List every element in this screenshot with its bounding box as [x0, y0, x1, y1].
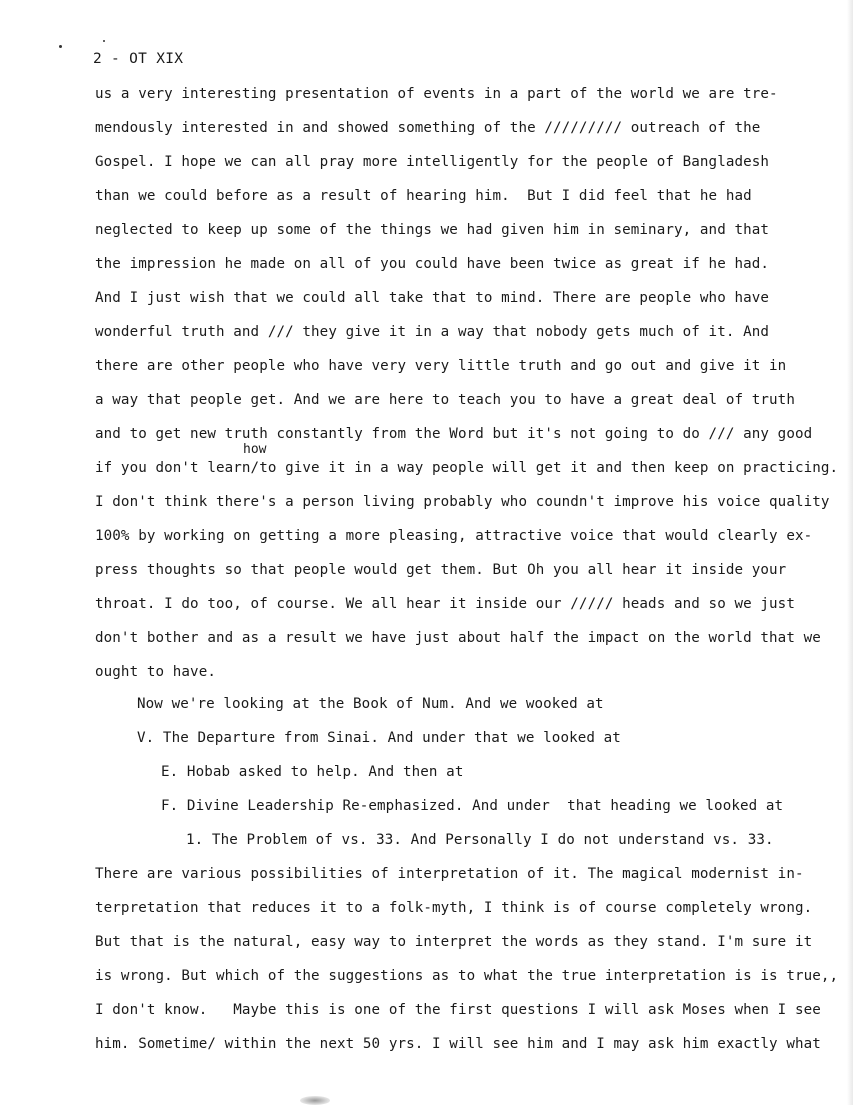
text-line: I don't know. Maybe this is one of the first questions I will ask Moses when I see	[95, 1002, 821, 1018]
text-line: There are various possibilities of interpretation of it. The magical modernist in-	[95, 866, 804, 882]
outline-heading-1: 1. The Problem of vs. 33. And Personally I do not understand vs. 33.	[186, 832, 774, 848]
text-line: there are other people who have very very little truth and go out and give it in	[95, 358, 787, 374]
text-line: us a very interesting presentation of events in a part of the world we are tre-	[95, 86, 778, 102]
text-line: wonderful truth and /// they give it in a way that nobody gets much of it. And	[95, 324, 770, 340]
text-line: ought to have.	[95, 664, 216, 680]
text-line: a way that people get. And we are here to teach you to have a great deal of truth	[95, 392, 795, 408]
paper-speck	[59, 45, 62, 48]
text-line: neglected to keep up some of the things we had given him in seminary, and that	[95, 222, 770, 238]
text-line: Gospel. I hope we can all pray more intelligently for the people of Bangladesh	[95, 154, 770, 170]
outline-heading-f: F. Divine Leadership Re-emphasized. And under that heading we looked at	[161, 798, 784, 814]
outline-line: Now we're looking at the Book of Num. And we wooked at	[137, 696, 604, 712]
text-line: if you don't learn/to give it in a way people will get it and then keep on practicing.	[95, 460, 839, 476]
text-line: him. Sometime/ within the next 50 yrs. I will see him and I may ask him exactly what	[95, 1036, 821, 1052]
paper-smudge	[300, 1096, 330, 1105]
outline-heading-e: E. Hobab asked to help. And then at	[161, 764, 464, 780]
text-line: And I just wish that we could all take that to mind. There are people who have	[95, 290, 770, 306]
text-line: throat. I do too, of course. We all hear it inside our ///// heads and so we just	[95, 596, 795, 612]
paper-speck	[103, 40, 105, 42]
text-line: 100% by working on getting a more pleasing, attractive voice that would clearly ex-	[95, 528, 813, 544]
text-line: press thoughts so that people would get them. But Oh you all hear it inside your	[95, 562, 787, 578]
text-line: I don't think there's a person living probably who coundn't improve his voice quality	[95, 494, 830, 510]
text-line: don't bother and as a result we have just about half the impact on the world that we	[95, 630, 821, 646]
text-line: and to get new truth constantly from the Word but it's not going to do /// any good	[95, 426, 813, 442]
text-line: is wrong. But which of the suggestions as to what the true interpretation is is true,,	[95, 968, 839, 984]
paper-edge-shadow	[847, 0, 853, 1105]
text-line: than we could before as a result of hearing him. But I did feel that he had	[95, 188, 752, 204]
interlinear-insert: how	[243, 442, 267, 457]
text-line: the impression he made on all of you could have been twice as great if he had.	[95, 256, 770, 272]
page-header: 2 - OT XIX	[93, 51, 184, 67]
outline-heading-v: V. The Departure from Sinai. And under that we looked at	[137, 730, 621, 746]
text-line: terpretation that reduces it to a folk-myth, I think is of course completely wrong.	[95, 900, 813, 916]
text-line: mendously interested in and showed something of the ///////// outreach of the	[95, 120, 761, 136]
text-line: But that is the natural, easy way to interpret the words as they stand. I'm sure it	[95, 934, 813, 950]
